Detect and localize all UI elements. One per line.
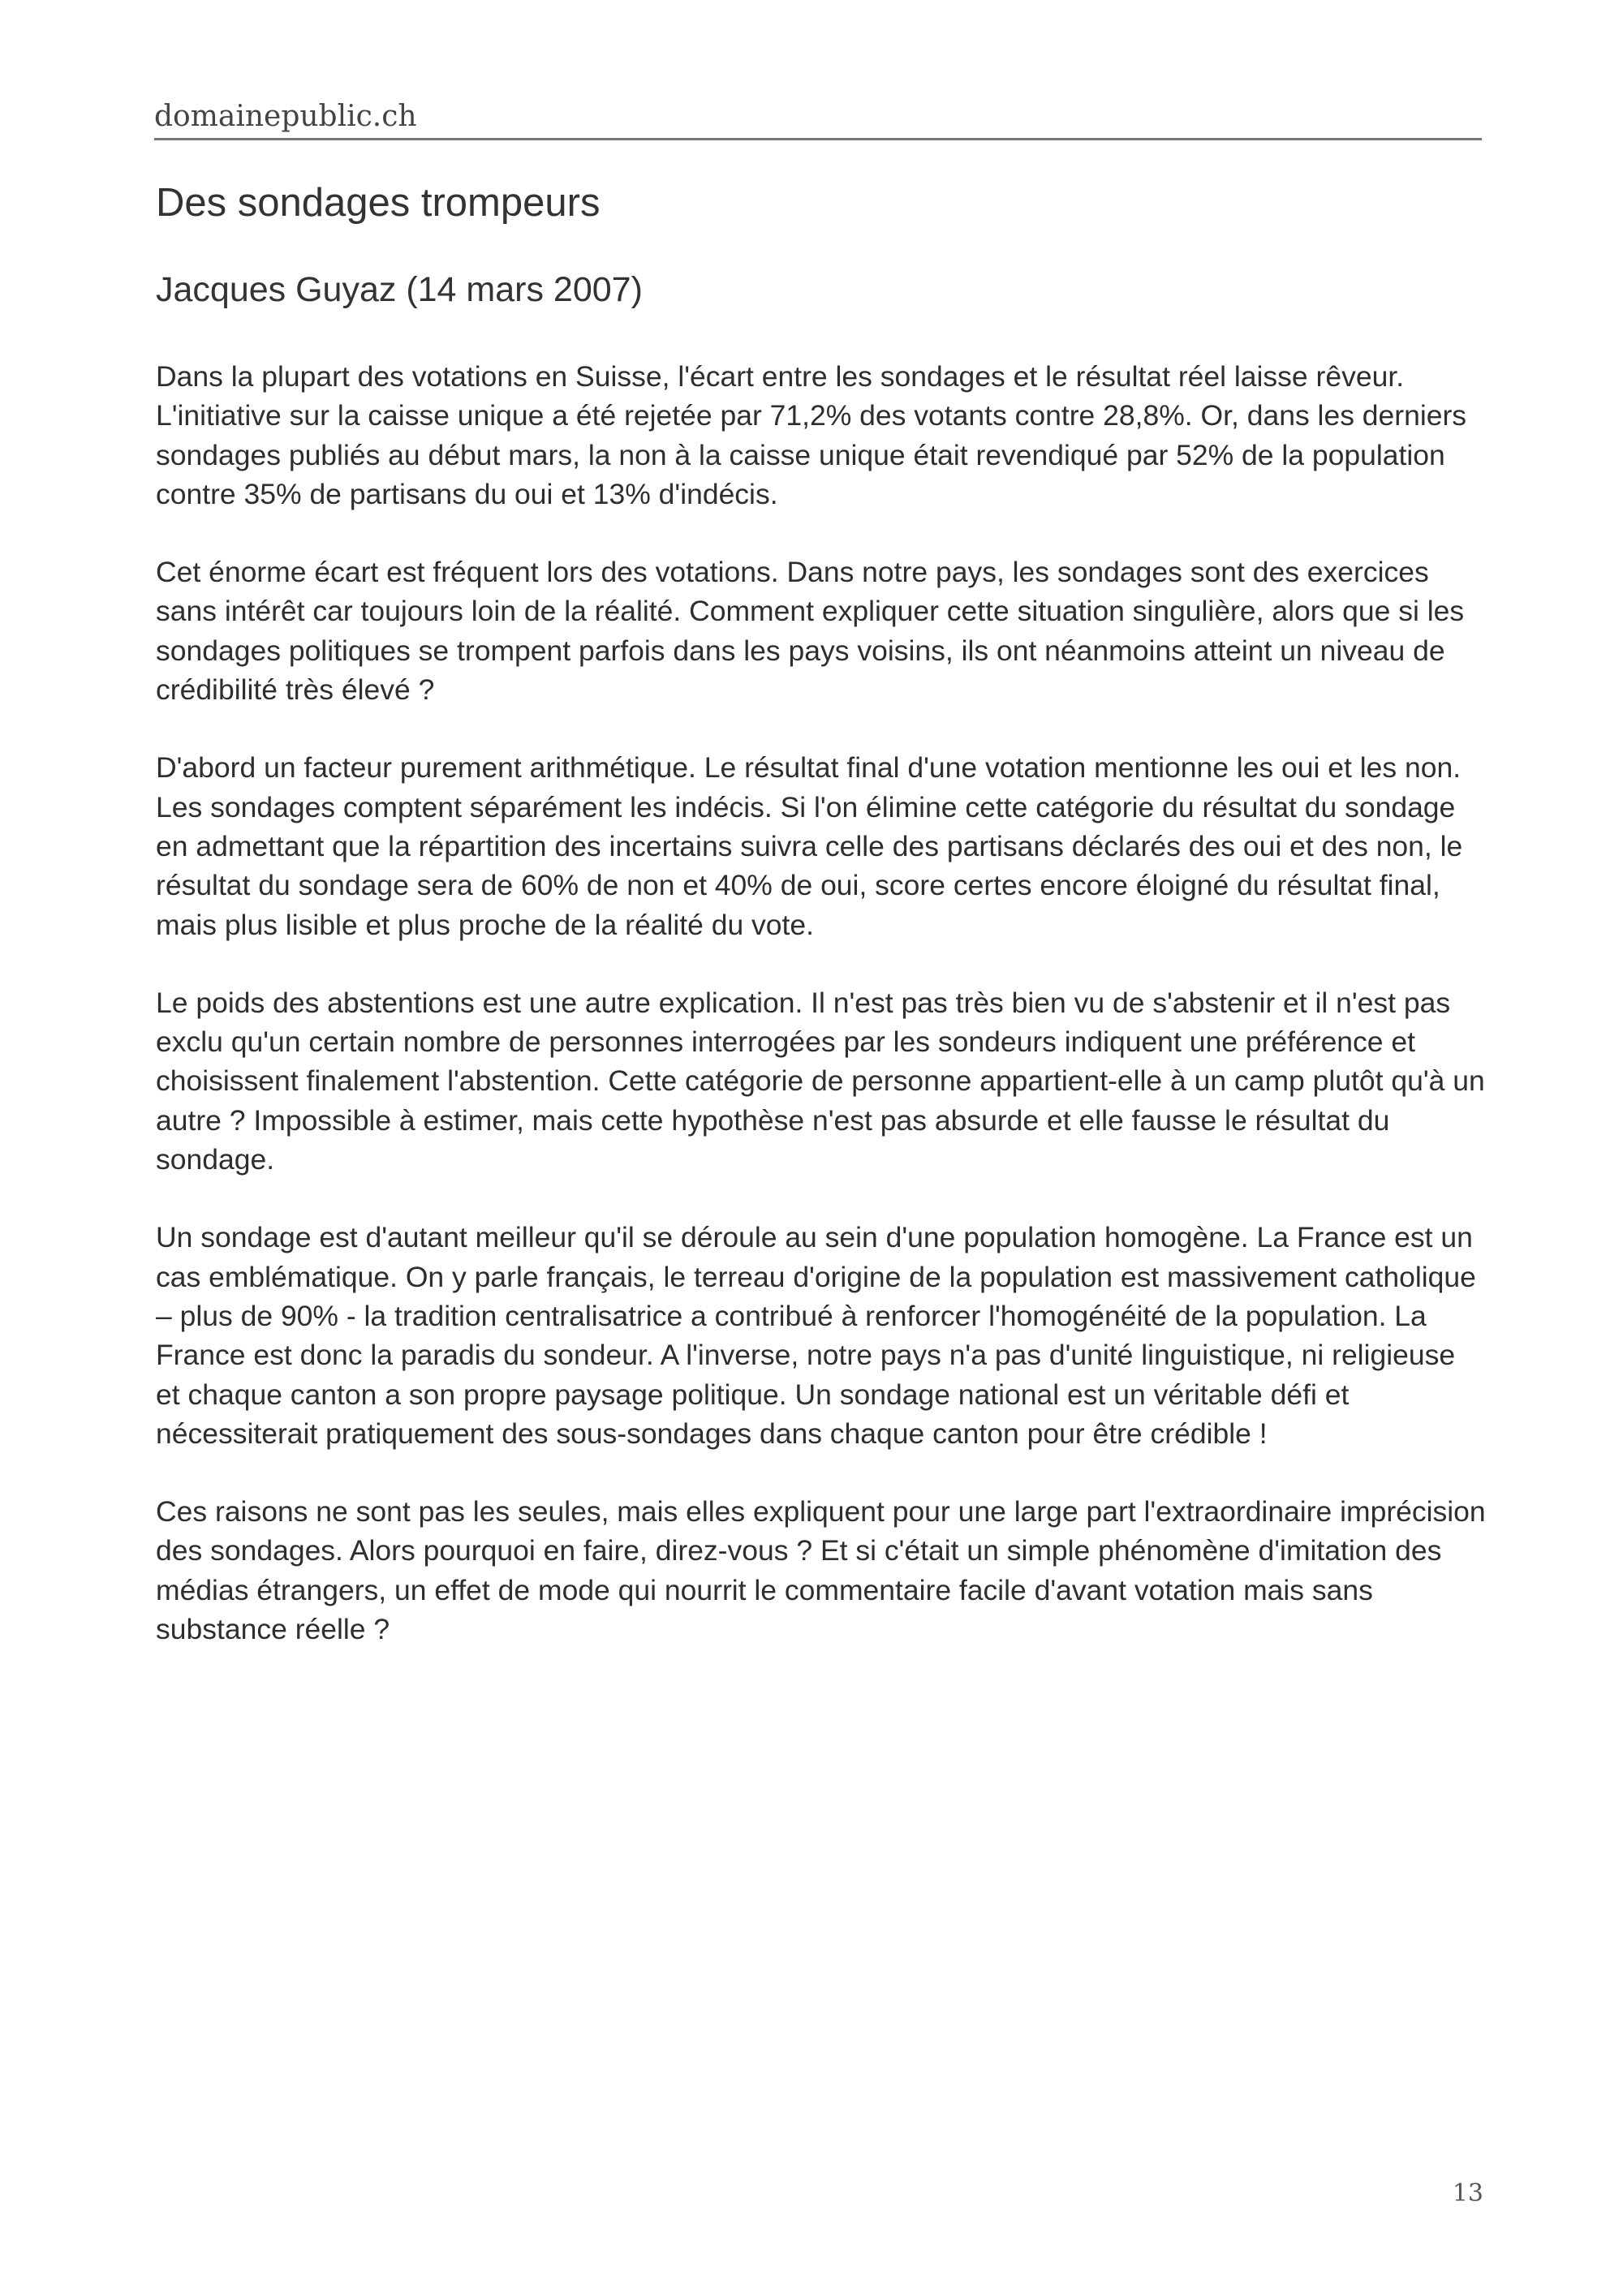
paragraph: Le poids des abstentions est une autre explication. Il n'est pas très bien vu de s'abstenir et il n'est pas exclu qu'un certain nombre de personnes interrogées par les sondeurs indiquent une préférence et choisissent finalement l'abstention. Cette catégorie de personne appartient-elle à un camp plutôt qu'à un autre ? Impossible à estimer, mais cette hypothèse n'est pas absurde et elle fausse le résultat du sondage. xyxy=(156,986,1485,1176)
article xyxy=(156,178,1487,1688)
paragraph: Cet énorme écart est fréquent lors des votations. Dans notre pays, les sondages sont des exercices sans intérêt car toujours loin de la réalité. Comment expliquer cette situation singulière, alors que si les sondages politiques se trompent parfois dans les pays voisins, ils ont néanmoins atteint un niveau de crédibilité très élevé ? xyxy=(156,556,1465,707)
site-name: domainepublic.ch xyxy=(154,100,417,133)
page-number: 13 xyxy=(1452,2179,1483,2208)
paragraph: D'abord un facteur purement arithmétique. Le résultat final d'une votation mentionne les oui et les non. Les sondages comptent séparément les indécis. Si l'on élimine cette catégorie du résultat du sondage en admettant que la répartition des incertains suivra celle des partisans déclarés des oui et des non, le résultat du sondage sera de 60% de non et 40% de oui, score certes encore éloigné du résultat final, mais plus lisible et plus proche de la réalité du vote. xyxy=(156,751,1463,941)
article-title: Des sondages trompeurs xyxy=(156,181,601,225)
paragraph: Un sondage est d'autant meilleur qu'il se déroule au sein d'une population homogène. La France est un cas emblématique. On y parle français, le terreau d'origine de la population est massivement catholique – plus de 90% - la tradition centralisatrice a contribué à renforcer l'homogénéité de la population. La France est donc la paradis du sondeur. A l'inverse, notre pays n'a pas d'unité linguistique, ni religieuse et chaque canton a son propre paysage politique. Un sondage national est un véritable défi et nécessiterait pratiquement des sous-sondages dans chaque canton pour être crédible ! xyxy=(156,1221,1476,1450)
paragraph: Dans la plupart des votations en Suisse, l'écart entre les sondages et le résultat réel laisse rêveur. L'initiative sur la caisse unique a été rejetée par 71,2% des votants contre 28,8%. Or, dans les derniers sondages publiés au début mars, la non à la caisse unique était revendiqué par 52% de la population contre 35% de partisans du oui et 13% d'indécis. xyxy=(156,360,1467,510)
paragraph: Ces raisons ne sont pas les seules, mais elles expliquent pour une large part l'extraordinaire imprécision des sondages. Alors pourquoi en faire, direz-vous ? Et si c'était un simple phénomène d'imitation des médias étrangers, un effet de mode qui nourrit le commentaire facile d'avant votation mais sans substance réelle ? xyxy=(156,1495,1486,1646)
article-byline: Jacques Guyaz (14 mars 2007) xyxy=(156,270,643,309)
article-body xyxy=(156,357,1487,1649)
page-header xyxy=(154,99,1482,140)
